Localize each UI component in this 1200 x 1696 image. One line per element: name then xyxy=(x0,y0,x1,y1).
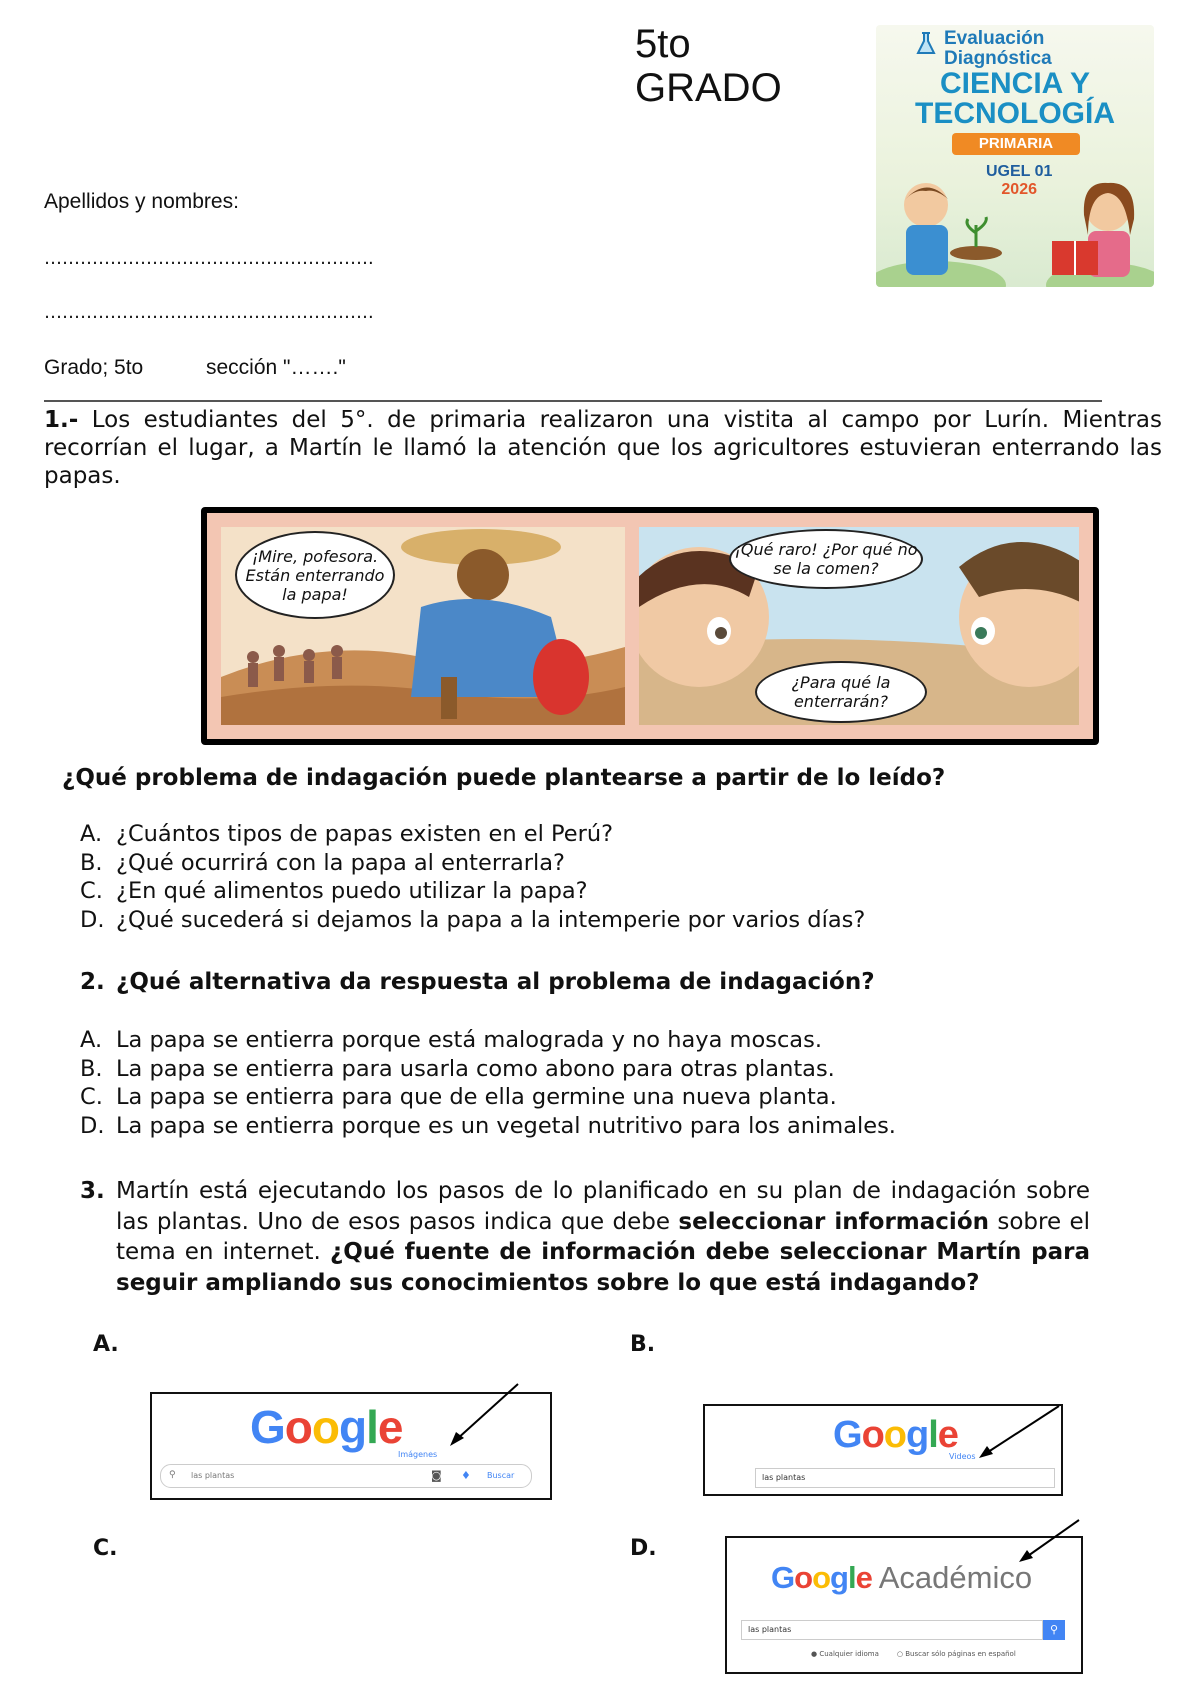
answer-b-google-videos[interactable] xyxy=(703,1404,1063,1496)
question-1-number: 1.- xyxy=(44,407,79,433)
cover-title: Evaluación Diagnóstica xyxy=(944,28,1052,69)
cover-children-illustration xyxy=(876,175,1154,287)
speech-bubble-2: ¡Qué raro! ¿Por qué no se la comen? xyxy=(729,529,923,589)
name-label: Apellidos y nombres: xyxy=(44,190,239,213)
option-text: La papa se entierra porque está malograda y no haya moscas. xyxy=(116,1027,822,1053)
arrow-pointer-icon xyxy=(442,1382,522,1452)
option-2c[interactable] xyxy=(80,1083,896,1112)
answer-d-google-scholar[interactable] xyxy=(725,1536,1083,1674)
question-3-text-d: ¿Qué fuente de información debe seleccionar Martín para seguir ampliando sus conocimientos sobre lo que está indagando? xyxy=(116,1239,1090,1296)
question-3-number: 3. xyxy=(80,1178,105,1204)
cover-subject xyxy=(876,69,1154,129)
arrow-pointer-icon xyxy=(1013,1518,1083,1568)
answer-a-google-images[interactable] xyxy=(150,1392,552,1500)
option-letter: C. xyxy=(80,878,103,904)
search-button[interactable] xyxy=(1043,1620,1065,1640)
grade-heading xyxy=(635,22,782,110)
option-letter: A. xyxy=(80,1027,103,1053)
question-3-text xyxy=(116,1176,1090,1298)
answer-label-a: A. xyxy=(93,1332,119,1357)
question-1-options xyxy=(80,820,865,934)
cover-subject-line2: TECNOLOGÍA xyxy=(915,97,1115,130)
radio-any-language[interactable]: ● Cualquier idioma xyxy=(811,1650,879,1658)
cover-subject-line1: CIENCIA Y xyxy=(939,67,1091,100)
name-line-1[interactable]: ………………………………………………. xyxy=(44,248,374,269)
radio-label: Buscar sólo páginas en español xyxy=(905,1650,1016,1658)
comic-panel-2 xyxy=(639,527,1079,725)
option-letter: B. xyxy=(80,1055,103,1082)
option-1c[interactable] xyxy=(80,877,865,906)
option-letter: A. xyxy=(80,821,103,847)
question-3 xyxy=(80,1176,1090,1298)
cover-level-badge: PRIMARIA xyxy=(952,133,1080,155)
google-subtitle: Videos xyxy=(949,1452,976,1461)
answer-label-b: B. xyxy=(630,1332,656,1357)
option-1a[interactable] xyxy=(80,820,865,849)
radio-spanish-only[interactable]: ○ Buscar sólo páginas en español xyxy=(896,1650,1016,1658)
option-2a[interactable] xyxy=(80,1026,896,1055)
grade-label: Grado; 5to xyxy=(44,356,144,379)
option-2b[interactable] xyxy=(80,1055,896,1084)
divider-line xyxy=(44,400,1102,402)
google-logo: Google xyxy=(250,1401,403,1453)
question-2-text: ¿Qué alternativa da respuesta al problema de indagación? xyxy=(116,969,875,995)
cover-ugel-label: UGEL 01 xyxy=(986,163,1053,180)
search-box[interactable] xyxy=(741,1620,1043,1640)
option-text: ¿Qué sucederá si dejamos la papa a la intemperie por varios días? xyxy=(116,906,866,933)
option-letter: D. xyxy=(80,906,105,933)
speech-bubble-3: ¿Para qué la enterrarán? xyxy=(755,661,927,723)
search-icon: ⚲ xyxy=(1049,1623,1059,1636)
speech-bubble-1: ¡Mire, pofesora. Están enterrando la papa! xyxy=(235,531,395,619)
question-2-number: 2. xyxy=(80,969,105,995)
search-query: las plantas xyxy=(191,1471,235,1480)
option-text: ¿Qué ocurrirá con la papa al enterrarla? xyxy=(116,849,565,876)
search-query: las plantas xyxy=(762,1473,806,1482)
name-line-2[interactable]: ………………………………………………. xyxy=(44,302,374,323)
arrow-pointer-icon xyxy=(975,1404,1061,1460)
answer-label-d: D. xyxy=(630,1536,657,1561)
language-options xyxy=(811,1650,1016,1658)
flask-icon xyxy=(916,31,936,57)
google-logo: Google xyxy=(771,1560,872,1595)
comic-strip xyxy=(201,507,1099,745)
scholar-label: Académico xyxy=(878,1560,1033,1595)
cover-year: 2026 xyxy=(1001,181,1037,198)
grade-number: 5to xyxy=(635,22,691,66)
option-letter: B. xyxy=(80,849,103,876)
comic-panel-1 xyxy=(221,527,625,725)
question-1-text xyxy=(44,406,1162,490)
microphone-icon[interactable]: ♦ xyxy=(461,1469,471,1482)
grade-word: GRADO xyxy=(635,66,782,110)
question-1-prompt: ¿Qué problema de indagación puede plantearse a partir de lo leído? xyxy=(62,765,946,791)
question-1-body: Los estudiantes del 5°. de primaria realizaron una vistita al campo por Lurín. Mientras recorrían el lugar, a Martín le llamó la atención que los agricultores estuvieran enterrando las papas. xyxy=(44,407,1162,489)
radio-label: Cualquier idioma xyxy=(819,1650,879,1658)
option-2d[interactable] xyxy=(80,1112,896,1141)
option-1b[interactable] xyxy=(80,849,865,878)
question-2-prompt xyxy=(80,968,875,996)
search-icon: ⚲ xyxy=(169,1470,176,1480)
option-letter: C. xyxy=(80,1084,103,1110)
search-query: las plantas xyxy=(748,1625,792,1634)
section-label[interactable]: sección "……." xyxy=(206,356,346,379)
option-text: ¿Cuántos tipos de papas existen en el Perú? xyxy=(116,821,614,847)
search-box[interactable] xyxy=(160,1464,532,1488)
google-subtitle: Imágenes xyxy=(398,1450,438,1459)
option-text: La papa se entierra para usarla como abono para otras plantas. xyxy=(116,1055,835,1082)
camera-icon[interactable]: ◙ xyxy=(431,1469,442,1482)
option-1d[interactable] xyxy=(80,906,865,935)
google-scholar-logo xyxy=(771,1560,1032,1596)
question-3-text-c: sobre el tema en internet. xyxy=(116,1208,1091,1265)
search-button[interactable]: Buscar xyxy=(487,1471,515,1480)
search-box[interactable] xyxy=(755,1468,1055,1488)
question-2-options xyxy=(80,1026,896,1140)
option-letter: D. xyxy=(80,1112,105,1139)
answer-label-c: C. xyxy=(93,1536,118,1561)
evaluation-cover-image xyxy=(876,25,1154,287)
question-3-text-b: seleccionar información xyxy=(678,1208,989,1235)
question-3-text-a: Martín está ejecutando los pasos de lo planificado en su plan de indagación sobre las plantas. Uno de esos pasos indica que debe xyxy=(116,1178,1090,1235)
option-text: ¿En qué alimentos puedo utilizar la papa? xyxy=(116,878,588,904)
option-text: La papa se entierra porque es un vegetal nutritivo para los animales. xyxy=(116,1112,896,1139)
google-logo: Google xyxy=(833,1414,958,1456)
option-text: La papa se entierra para que de ella germine una nueva planta. xyxy=(116,1084,837,1110)
